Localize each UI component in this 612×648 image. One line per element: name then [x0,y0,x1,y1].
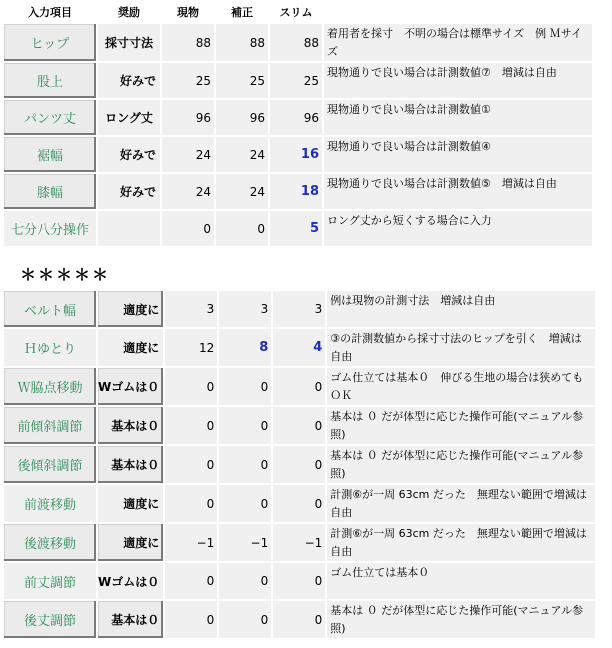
row-slim[interactable]: 3 [273,291,325,327]
row-note: 基本は ０ だが体型に応じた操作可能(マニュアル参照) [327,446,595,483]
row-corrected[interactable]: 0 [219,407,271,444]
row-note: 計測⑥が一周 63cm だった 無理ない範囲で増減は自由 [327,485,595,522]
row-actual[interactable]: 0 [165,601,217,638]
table-row [4,485,595,522]
row-actual[interactable]: 24 [162,174,214,209]
row-note: ロング丈から短くする場合に入力 [324,211,592,246]
row-slim[interactable]: 18 [270,174,322,209]
row-recommend: 適度に [98,524,163,561]
row-recommend: 好みで [98,63,160,98]
header-row [4,2,592,22]
row-name-cropped-adjust[interactable]: 七分八分操作 [4,211,96,246]
table-row [4,174,592,209]
table-row [4,100,592,135]
row-slim[interactable]: 0 [273,368,325,405]
row-slim[interactable]: 0 [273,563,325,599]
row-corrected[interactable]: 25 [216,63,268,98]
header-corrected: 補正 [216,2,268,22]
row-actual[interactable]: 25 [162,63,214,98]
row-slim[interactable]: 0 [273,601,325,638]
measurement-table-bottom [2,289,597,640]
row-name-hip[interactable]: ヒップ [4,24,96,61]
table-row [4,137,592,172]
row-note: 現物通りで良い場合は計測数値① [324,100,592,135]
table-row [4,407,595,444]
table-row [4,329,595,366]
header-recommend: 奨励 [98,2,160,22]
row-name-hem-width[interactable]: 裾幅 [4,137,96,172]
row-name-front-slope[interactable]: 前傾斜調節 [4,407,96,444]
table-row [4,601,595,638]
row-note: 計測⑥が一周 63cm だった 無理ない範囲で増減は自由 [327,524,595,561]
row-corrected[interactable]: 24 [216,174,268,209]
row-corrected[interactable]: −1 [219,524,271,561]
row-actual[interactable]: 0 [165,446,217,483]
row-corrected[interactable]: 0 [219,368,271,405]
row-recommend: Wゴムは０ [98,368,163,405]
row-recommend: ロング丈 [98,100,160,135]
row-actual[interactable]: 96 [162,100,214,135]
row-note: 基本は ０ だが体型に応じた操作可能(マニュアル参照) [327,601,595,638]
row-corrected[interactable]: 0 [219,446,271,483]
row-actual[interactable]: 88 [162,24,214,61]
row-slim[interactable]: 25 [270,63,322,98]
row-recommend: 採寸寸法 [98,24,160,61]
table-row [4,563,595,599]
row-corrected[interactable]: 88 [216,24,268,61]
row-corrected[interactable]: 3 [219,291,271,327]
row-recommend [98,211,160,246]
row-actual[interactable]: 0 [165,563,217,599]
row-actual[interactable]: 0 [165,485,217,522]
row-name-belt-width[interactable]: ベルト幅 [4,291,96,327]
row-recommend: 適度に [98,291,163,327]
row-corrected[interactable]: 8 [219,329,271,366]
row-name-waist-side-shift[interactable]: Ｗ脇点移動 [4,368,96,405]
row-slim[interactable]: −1 [273,524,325,561]
row-note: ゴム仕立ては基本０ 伸びる生地の場合は狭めてもＯＫ [327,368,595,405]
row-corrected[interactable]: 0 [216,211,268,246]
row-recommend: 基本は０ [98,407,163,444]
row-name-pants-length[interactable]: パンツ丈 [4,100,96,135]
row-slim[interactable]: 0 [273,485,325,522]
table-row [4,63,592,98]
row-actual[interactable]: 12 [165,329,217,366]
row-actual[interactable]: −1 [165,524,217,561]
row-recommend: 好みで [98,174,160,209]
table-row [4,446,595,483]
row-note: 現物通りで良い場合は計測数値④ [324,137,592,172]
row-actual[interactable]: 0 [165,368,217,405]
row-name-knee-width[interactable]: 膝幅 [4,174,96,209]
row-note: 現物通りで良い場合は計測数値⑦ 増減は自由 [324,63,592,98]
separator-stars: ＊＊＊＊＊ [20,265,111,284]
row-recommend: 適度に [98,485,163,522]
row-recommend: Wゴムは０ [98,563,163,599]
row-corrected[interactable]: 0 [219,601,271,638]
row-slim[interactable]: 88 [270,24,322,61]
table-row [4,24,592,61]
row-actual[interactable]: 3 [165,291,217,327]
row-name-back-crotch-shift[interactable]: 後渡移動 [4,524,96,561]
row-corrected[interactable]: 96 [216,100,268,135]
header-note [324,2,592,22]
row-name-hip-ease[interactable]: Ｈゆとり [4,329,96,366]
row-name-rise[interactable]: 股上 [4,63,96,98]
row-slim[interactable]: 0 [273,446,325,483]
row-slim[interactable]: 5 [270,211,322,246]
row-actual[interactable]: 24 [162,137,214,172]
row-corrected[interactable]: 24 [216,137,268,172]
row-note: 基本は ０ だが体型に応じた操作可能(マニュアル参照) [327,407,595,444]
table-row [4,291,595,327]
measurement-table-top [2,0,594,248]
row-recommend: 基本は０ [98,446,163,483]
row-slim[interactable]: 96 [270,100,322,135]
row-recommend: 基本は０ [98,601,163,638]
row-name-back-slope[interactable]: 後傾斜調節 [4,446,96,483]
row-slim[interactable]: 0 [273,407,325,444]
table-row [4,211,592,246]
row-recommend: 適度に [98,329,163,366]
row-name-back-length[interactable]: 後丈調節 [4,601,96,638]
table-row [4,524,595,561]
row-note: 着用者を採寸 不明の場合は標準サイズ 例 Ｍサイズ [324,24,592,61]
row-note: ③の計測数値から採寸寸法のヒップを引く 増減は自由 [327,329,595,366]
row-actual[interactable]: 0 [162,211,214,246]
table-row [4,368,595,405]
row-note: 現物通りで良い場合は計測数値⑤ 増減は自由 [324,174,592,209]
row-corrected[interactable]: 0 [219,485,271,522]
row-note: 例は現物の計測寸法 増減は自由 [327,291,595,327]
row-name-front-crotch-shift[interactable]: 前渡移動 [4,485,96,522]
row-corrected[interactable]: 0 [219,563,271,599]
row-actual[interactable]: 0 [165,407,217,444]
row-recommend: 好みで [98,137,160,172]
row-slim[interactable]: 16 [270,137,322,172]
header-actual: 現物 [162,2,214,22]
row-slim[interactable]: 4 [273,329,325,366]
header-slim: スリム [270,2,322,22]
row-name-front-length[interactable]: 前丈調節 [4,563,96,599]
header-item: 入力項目 [4,2,96,22]
row-note: ゴム仕立ては基本０ [327,563,595,599]
